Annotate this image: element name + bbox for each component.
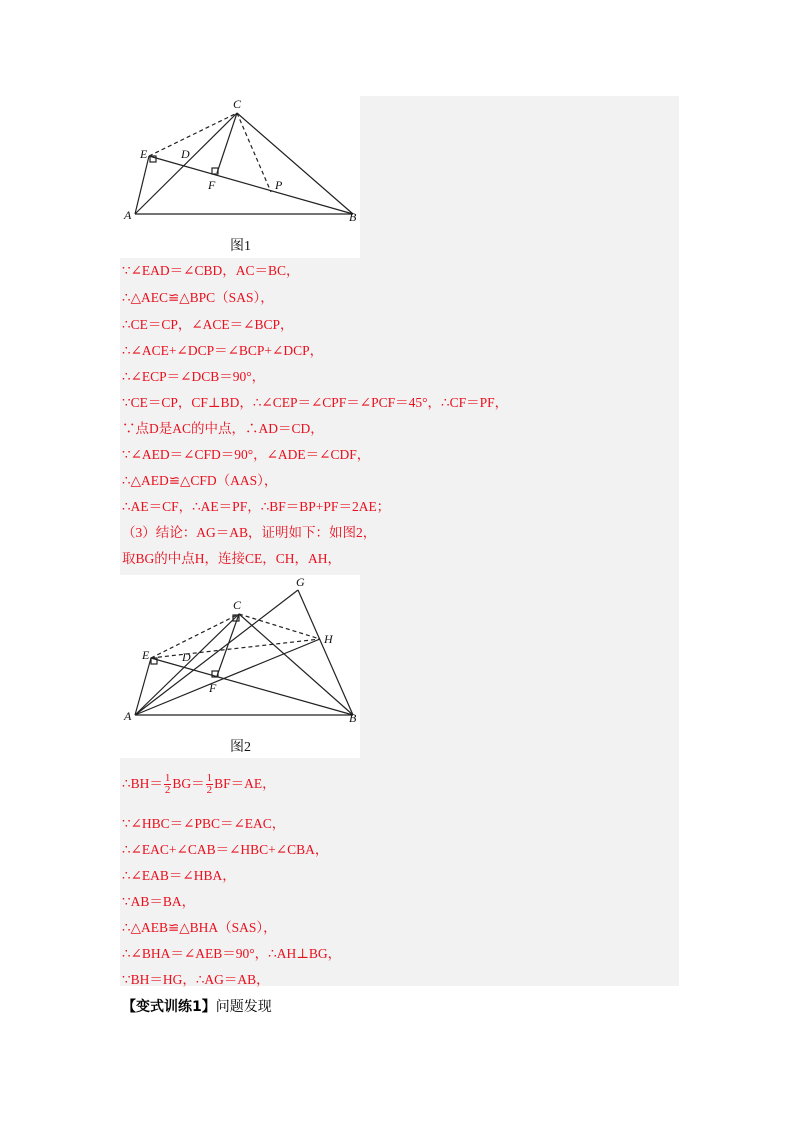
proof-line: ∴∠BHA＝∠AEB＝90°，∴AH⊥BG，	[122, 946, 342, 961]
point-label-b: B	[349, 711, 357, 725]
fraction-prefix: ∴BH＝	[122, 776, 163, 791]
proof-line: （3）结论：AG＝AB，证明如下：如图2，	[122, 525, 377, 540]
proof-line: ∵AB＝BA，	[122, 894, 196, 909]
fraction-half-2	[206, 773, 214, 796]
proof-line: ∵∠AED＝∠CFD＝90°，∠ADE＝∠CDF，	[122, 447, 371, 462]
figure-2-diagram	[120, 575, 360, 758]
figure-2-caption: 图2	[230, 740, 251, 755]
proof-line: ∴∠ECP＝∠DCB＝90°，	[122, 369, 266, 384]
point-label-c: C	[233, 97, 242, 111]
proof-line: ∴AE＝CF，∴AE＝PF，∴BF＝BP+PF＝2AE；	[122, 499, 391, 514]
fraction-numerator: 1	[164, 772, 171, 785]
proof-line: ∵∠EAD＝∠CBD，AC＝BC，	[122, 263, 300, 278]
point-label-g: G	[296, 575, 305, 589]
figure-1	[120, 96, 360, 258]
fraction-denominator: 2	[206, 784, 213, 797]
proof-line: ∵CE＝CP，CF⊥BD，∴∠CEP＝∠CPF＝∠PCF＝45°，∴CF＝PF，	[122, 395, 509, 410]
proof-line: ∴CE＝CP，∠ACE＝∠BCP，	[122, 317, 294, 332]
point-label-e: E	[142, 648, 150, 662]
point-label-d: D	[182, 650, 191, 664]
fraction-suffix: BF＝AE，	[214, 776, 276, 791]
fraction-denominator: 2	[164, 784, 171, 797]
proof-line: ∴∠EAC+∠CAB＝∠HBC+∠CBA，	[122, 842, 329, 857]
point-label-p: P	[275, 178, 283, 192]
fraction-half-1	[164, 773, 172, 796]
point-label-e: E	[140, 147, 148, 161]
point-label-f: F	[208, 178, 216, 192]
point-label-f: F	[209, 681, 217, 695]
proof-line-fraction	[122, 773, 276, 796]
exercise-heading-text: 问题发现	[215, 999, 272, 1015]
point-label-c: C	[233, 598, 242, 612]
figure-1-caption: 图1	[230, 239, 251, 254]
proof-line: ∴△AEB≌△BHA（SAS），	[122, 920, 277, 935]
proof-line: ∵点D是AC的中点，∴AD＝CD，	[122, 421, 324, 436]
figure-2	[120, 575, 360, 758]
figure-1-diagram	[120, 96, 360, 258]
point-label-b: B	[349, 210, 357, 224]
fraction-numerator: 1	[206, 772, 213, 785]
proof-line: ∵BH＝HG，∴AG＝AB，	[122, 972, 270, 987]
exercise-heading	[122, 996, 272, 1016]
proof-line: ∴∠EAB＝∠HBA，	[122, 868, 236, 883]
proof-line: ∵∠HBC＝∠PBC＝∠EAC，	[122, 816, 286, 831]
exercise-heading-bold: 【变式训练1】	[122, 999, 216, 1015]
proof-line: 取BG的中点H，连接CE，CH，AH，	[122, 551, 342, 566]
point-label-d: D	[181, 147, 190, 161]
point-label-a: A	[124, 709, 132, 723]
point-label-h: H	[324, 632, 333, 646]
proof-line: ∴∠ACE+∠DCP＝∠BCP+∠DCP，	[122, 343, 324, 358]
point-label-a: A	[124, 208, 132, 222]
fraction-middle: BG＝	[172, 776, 205, 791]
proof-line: ∴△AEC≌△BPC（SAS），	[122, 290, 274, 305]
proof-line: ∴△AED≌△CFD（AAS），	[122, 473, 278, 488]
